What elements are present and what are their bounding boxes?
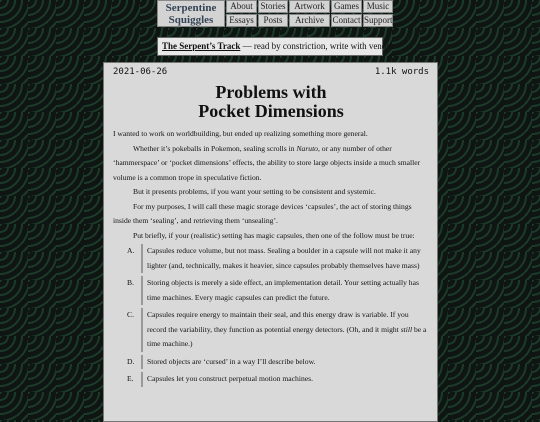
item-c-still: still — [400, 324, 413, 334]
tagline-text: — read by constriction, write with venom. — [240, 41, 396, 51]
nav-contact[interactable]: Contact — [332, 15, 361, 25]
list-item — [127, 372, 429, 387]
site-title-line1: Serpentine — [165, 2, 217, 14]
options-list — [127, 244, 429, 387]
nav-about[interactable]: About — [226, 0, 257, 13]
item-c-part-a: Capsules require energy to maintain their seal, and this energy draw is variable. If you record the variability, they function as potential energy detectors. (Oh, and it might — [147, 310, 409, 334]
list-item — [127, 276, 429, 305]
paragraph-problems: But it presents problems, if you want your setting to be consistent and systemic. — [133, 187, 376, 196]
list-item — [127, 308, 429, 352]
item-letter: A. — [127, 246, 135, 255]
p2-part-b: , or any number of other ‘hammerspace’ or ‘pocket dimensions’ effects, the ability to store large objects inside a much smaller volume is a common trope in speculative fiction. — [113, 143, 421, 182]
nav-stories[interactable]: Stories — [258, 0, 288, 13]
item-text: Capsules reduce volume, but not mass. Sealing a boulder in a capsule will not make it any lighter (and, technically, makes it heavier, since capsules probably themselves have mass) — [141, 244, 429, 273]
list-item — [127, 355, 429, 370]
article-meta — [113, 67, 429, 77]
p2-part-a: Whether it’s pokeballs in Pokemon, sealing scrolls in — [133, 143, 297, 153]
article-title-line1: Problems with — [215, 82, 327, 102]
site-title-line2: Squiggles — [168, 14, 214, 26]
item-text: Stored objects are ‘cursed’ in a way I’ll describe below. — [141, 355, 315, 370]
paragraph-intro: I wanted to work on worldbuilding, but ended up realizing something more general. — [113, 129, 368, 138]
tagline — [157, 37, 396, 56]
article-panel — [103, 62, 438, 422]
article-title — [113, 83, 429, 121]
nav-posts[interactable]: Posts — [258, 14, 288, 27]
blog-name-link[interactable]: The Serpent’s Track — [162, 41, 241, 51]
paragraph-tropes — [113, 142, 429, 186]
article-date: 2021-06-26 — [113, 67, 168, 77]
item-text — [141, 308, 429, 352]
item-letter: D. — [127, 356, 135, 366]
nav-support[interactable]: Support — [364, 15, 393, 25]
article-title-line2: Pocket Dimensions — [198, 101, 344, 121]
item-text: Capsules let you construct perpetual motion machines. — [141, 372, 313, 387]
main-nav — [226, 0, 393, 27]
nav-artwork[interactable]: Artwork — [289, 0, 330, 13]
list-item — [127, 244, 429, 273]
item-text: Storing objects is merely a side effect, an implementation detail. Your setting actually has time machines. Every magic capsules can predict the future. — [141, 276, 429, 305]
item-letter: C. — [127, 310, 134, 319]
nav-archive[interactable]: Archive — [289, 14, 330, 27]
item-letter: B. — [127, 278, 134, 287]
nav-essays[interactable]: Essays — [226, 14, 257, 27]
p2-naruto: Naruto — [296, 143, 318, 153]
paragraph-summary: Put briefly, if your (realistic) setting has magic capsules, then one of the follow must be true: — [133, 230, 415, 240]
nav-music[interactable]: Music — [363, 0, 393, 13]
item-letter: E. — [127, 374, 134, 383]
item-c-part-b: be a time machine.) — [147, 324, 427, 348]
article-word-count: 1.1k words — [374, 67, 429, 77]
paragraph-terms: For my purposes, I will call these magic storage devices ‘capsules’, the act of storing things inside them ‘sealing’, and retrieving them ‘unsealing’. — [113, 201, 412, 225]
nav-games[interactable]: Games — [331, 0, 362, 13]
site-logo[interactable] — [157, 0, 225, 27]
